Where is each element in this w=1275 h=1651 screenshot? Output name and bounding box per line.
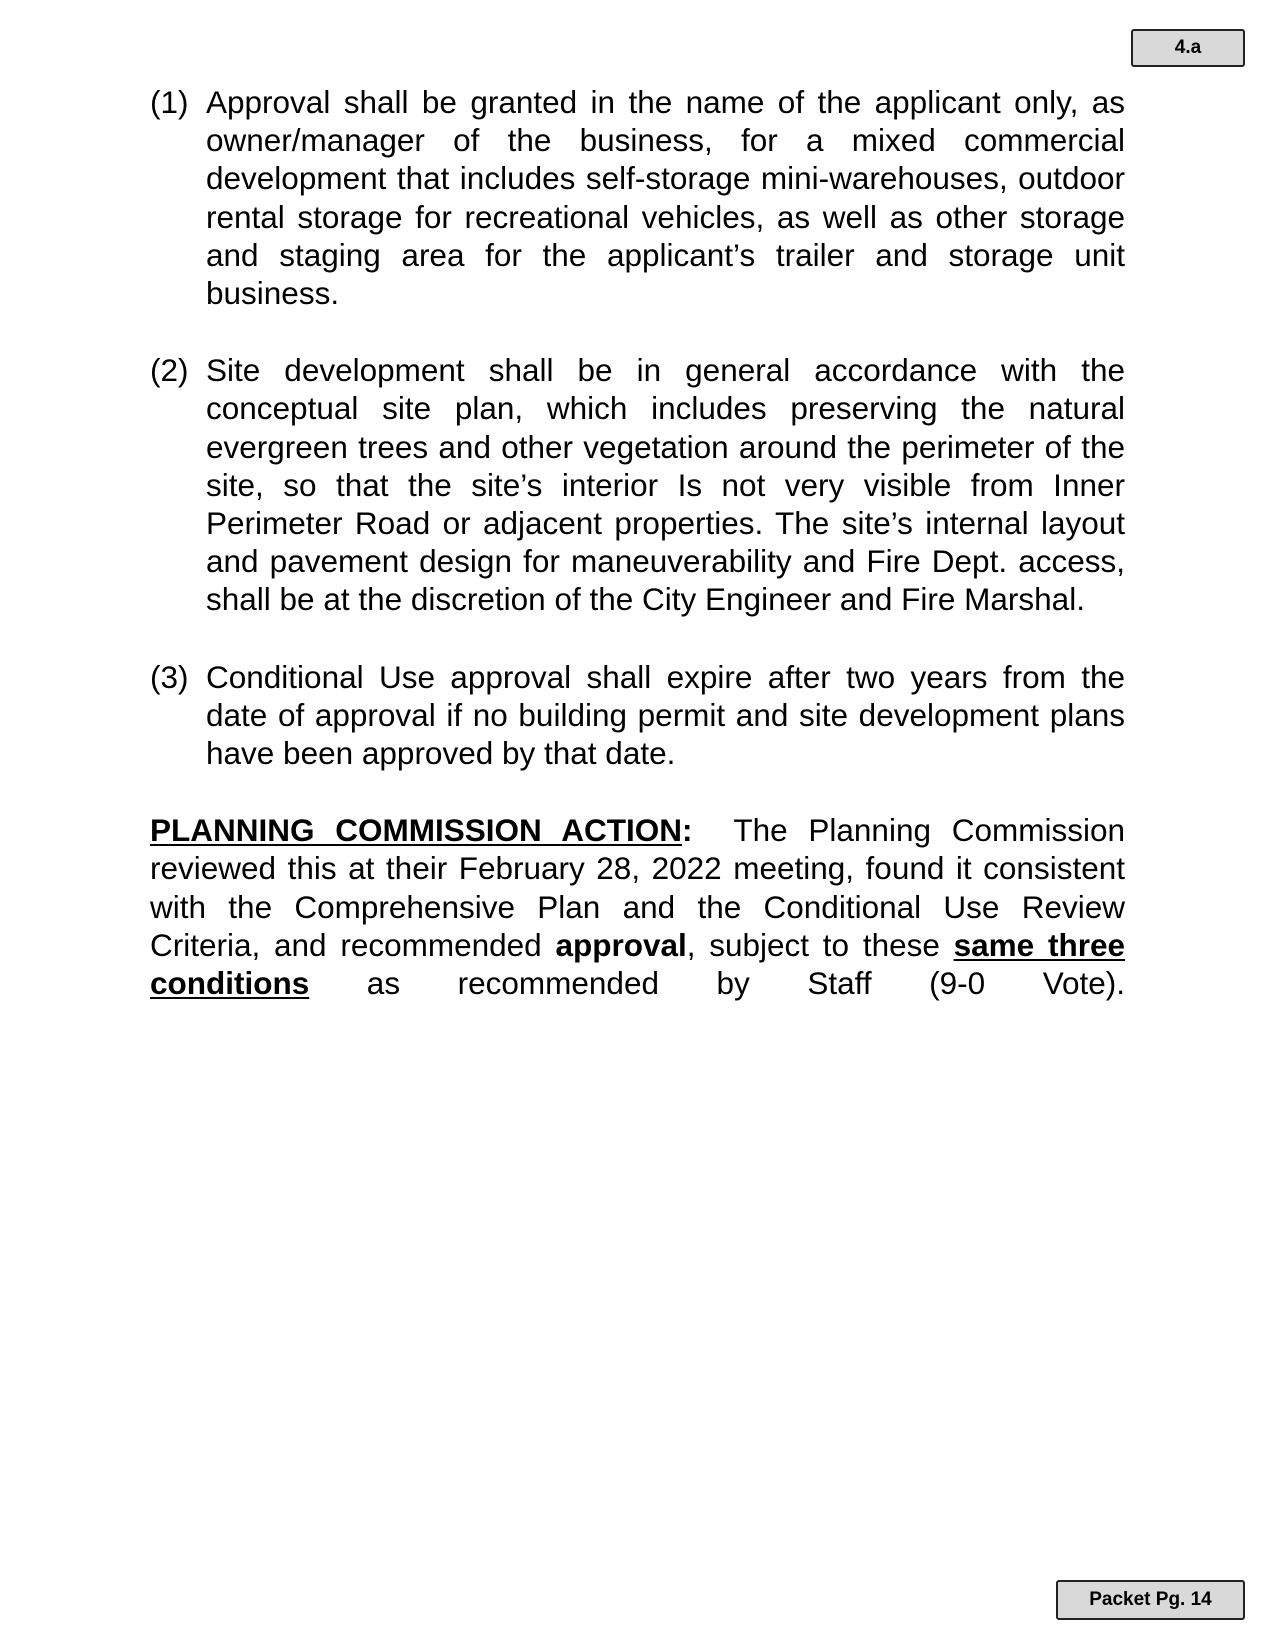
action-text-2: , subject to these: [686, 926, 954, 963]
condition-item-2: [150, 351, 1125, 618]
approval-word: approval: [555, 926, 687, 963]
condition-text: Site development shall be in general accordance with the conceptual site plan, which includes preserving the natural evergreen trees and other vegetation around the perimeter of the site, so that the site’s interior Is not very visible from Inner Perimeter Road or adjacent properties. The site’s internal layout and pavement design for maneuverability and Fire Dept. access, shall be at the discretion of the City Engineer and Fire Marshal.: [206, 352, 1125, 618]
condition-item-1: [150, 83, 1125, 312]
planning-commission-action: [150, 811, 1134, 1002]
condition-number: (2): [150, 352, 189, 389]
action-text-1: The Planning Commission reviewed this at their February 28, 2022 meeting, found it consistent with the Comprehensive Plan and the Conditional Use Review Criteria, and recommended: [150, 812, 1134, 963]
condition-item-3: [150, 658, 1125, 773]
condition-text: Approval shall be granted in the name of the applicant only, as owner/manager of the business, for a mixed commercial development that includes self-storage mini-warehouses, outdoor rental storage for recreational vehicles, as well as other storage and staging area for the applicant’s trailer and storage unit business.: [206, 84, 1125, 312]
condition-number: (3): [150, 658, 189, 695]
action-heading: PLANNING COMMISSION ACTION: [150, 812, 683, 849]
same-three-conditions: same three conditions: [150, 926, 1125, 1002]
agenda-item-tag: 4.a: [1131, 29, 1245, 67]
document-body: [150, 83, 1134, 1002]
action-colon: :: [682, 812, 693, 849]
condition-text: Conditional Use approval shall expire after two years from the date of approval if no building permit and site development plans have been approved by that date.: [206, 658, 1125, 772]
packet-page-tag: Packet Pg. 14: [1056, 1580, 1245, 1620]
action-text-3: as recommended by Staff (9-0 Vote).: [309, 965, 1125, 1002]
condition-number: (1): [150, 84, 189, 120]
